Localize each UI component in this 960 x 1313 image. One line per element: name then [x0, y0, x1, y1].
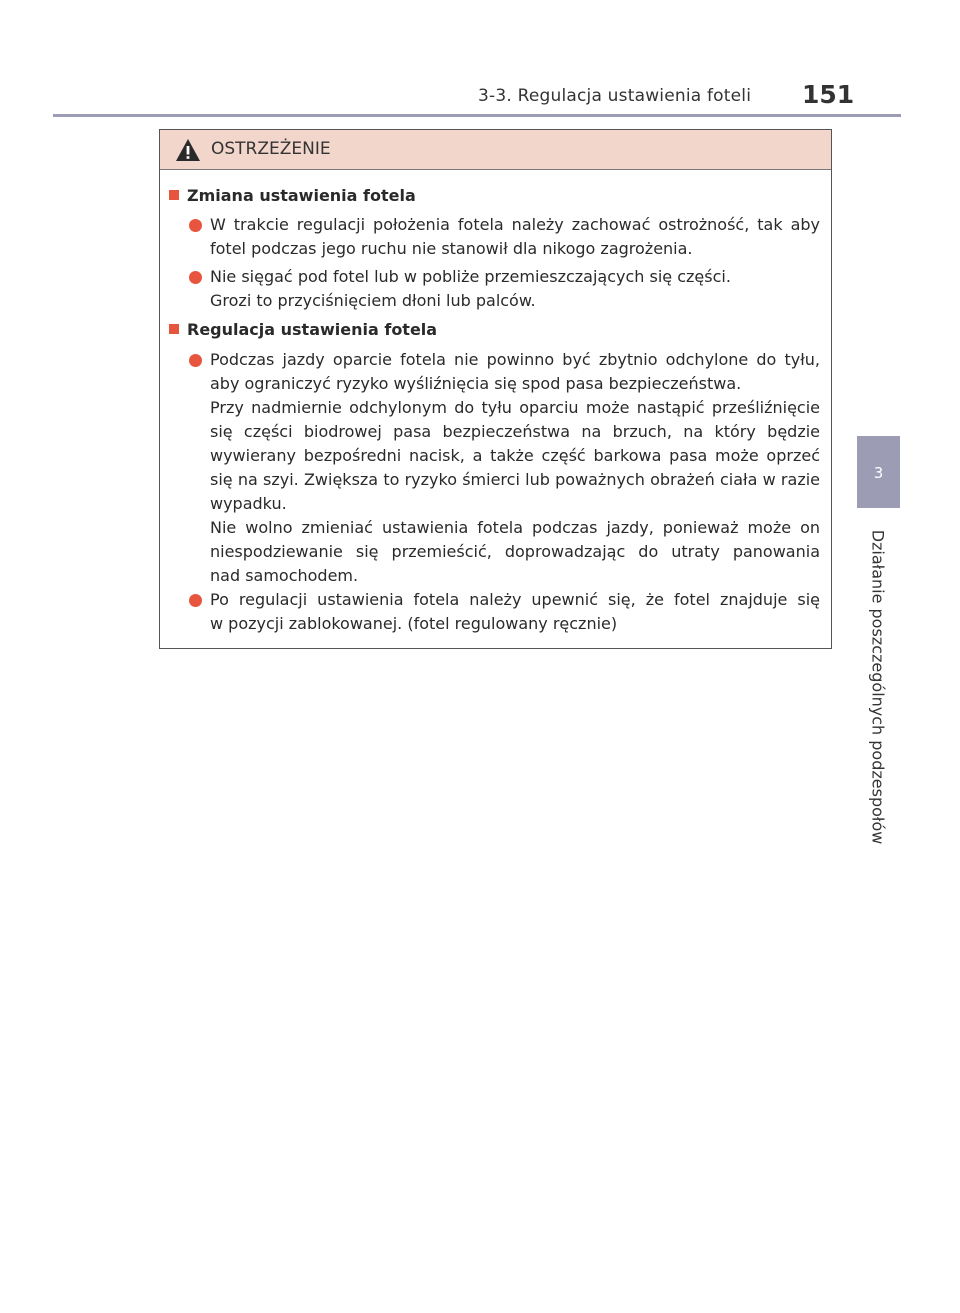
text-line: się części biodrowej pasa bezpieczeństwa na brzuch, na który będzie: [210, 422, 820, 441]
circle-bullet-icon: [189, 271, 202, 284]
text-line: W trakcie regulacji położenia fotela należy zachować ostrożność, tak aby: [210, 215, 820, 234]
list-item: [210, 213, 820, 261]
section-heading: Zmiana ustawienia fotela: [169, 186, 416, 205]
text-line: fotel podczas jego ruchu nie stanowił dla nikogo zagrożenia.: [210, 239, 693, 258]
page-header: [0, 80, 960, 110]
text-line: Przy nadmiernie odchylonym do tyłu oparciu może nastąpić prześliźnięcie: [210, 398, 820, 417]
warning-header: [160, 130, 831, 170]
square-bullet-icon: [169, 324, 179, 334]
text-line: Nie sięgać pod fotel lub w pobliże przemieszczających się części.: [210, 267, 731, 286]
list-item: [210, 265, 820, 313]
square-bullet-icon: [169, 190, 179, 200]
page-number: 151: [802, 80, 855, 109]
text-line: się na szyi. Zwiększa to ryzyko śmierci lub poważnych obrażeń ciała w razie: [210, 470, 820, 489]
list-item: [210, 588, 820, 636]
text-line: Po regulacji ustawienia fotela należy upewnić się, że fotel znajduje się: [210, 590, 820, 609]
text-line: Grozi to przyciśnięciem dłoni lub palców.: [210, 291, 536, 310]
circle-bullet-icon: [189, 594, 202, 607]
text-line: Podczas jazdy oparcie fotela nie powinno być zbytnio odchylone do tyłu,: [210, 350, 820, 369]
text-line: aby ograniczyć ryzyko wyśliźnięcia się spod pasa bezpieczeństwa.: [210, 374, 742, 393]
text-line: w pozycji zablokowanej. (fotel regulowany ręcznie): [210, 614, 618, 633]
section-heading: Regulacja ustawienia fotela: [169, 320, 437, 339]
text-line: wywierany bezpośredni nacisk, a także część barkowa pasa może oprzeć: [210, 446, 820, 465]
text-line: wypadku.: [210, 494, 287, 513]
text-line: nad samochodem.: [210, 566, 359, 585]
text-line: niespodziewanie się przemieścić, doprowadzając do utraty panowania: [210, 542, 820, 561]
circle-bullet-icon: [189, 354, 202, 367]
chapter-number: 3: [873, 464, 884, 482]
warning-title: OSTRZEŻENIE: [211, 139, 331, 159]
chapter-tab: [857, 436, 900, 508]
text-line: Nie wolno zmieniać ustawienia fotela podczas jazdy, ponieważ może on: [210, 518, 820, 537]
header-rule: [53, 114, 901, 117]
chapter-title: Działanie poszczególnych podzespołów: [868, 529, 888, 845]
warning-triangle-icon: [175, 138, 201, 162]
circle-bullet-icon: [189, 219, 202, 232]
warning-box: [159, 129, 832, 649]
section-title: 3-3. Regulacja ustawienia foteli: [478, 86, 752, 106]
list-item: [210, 348, 820, 588]
